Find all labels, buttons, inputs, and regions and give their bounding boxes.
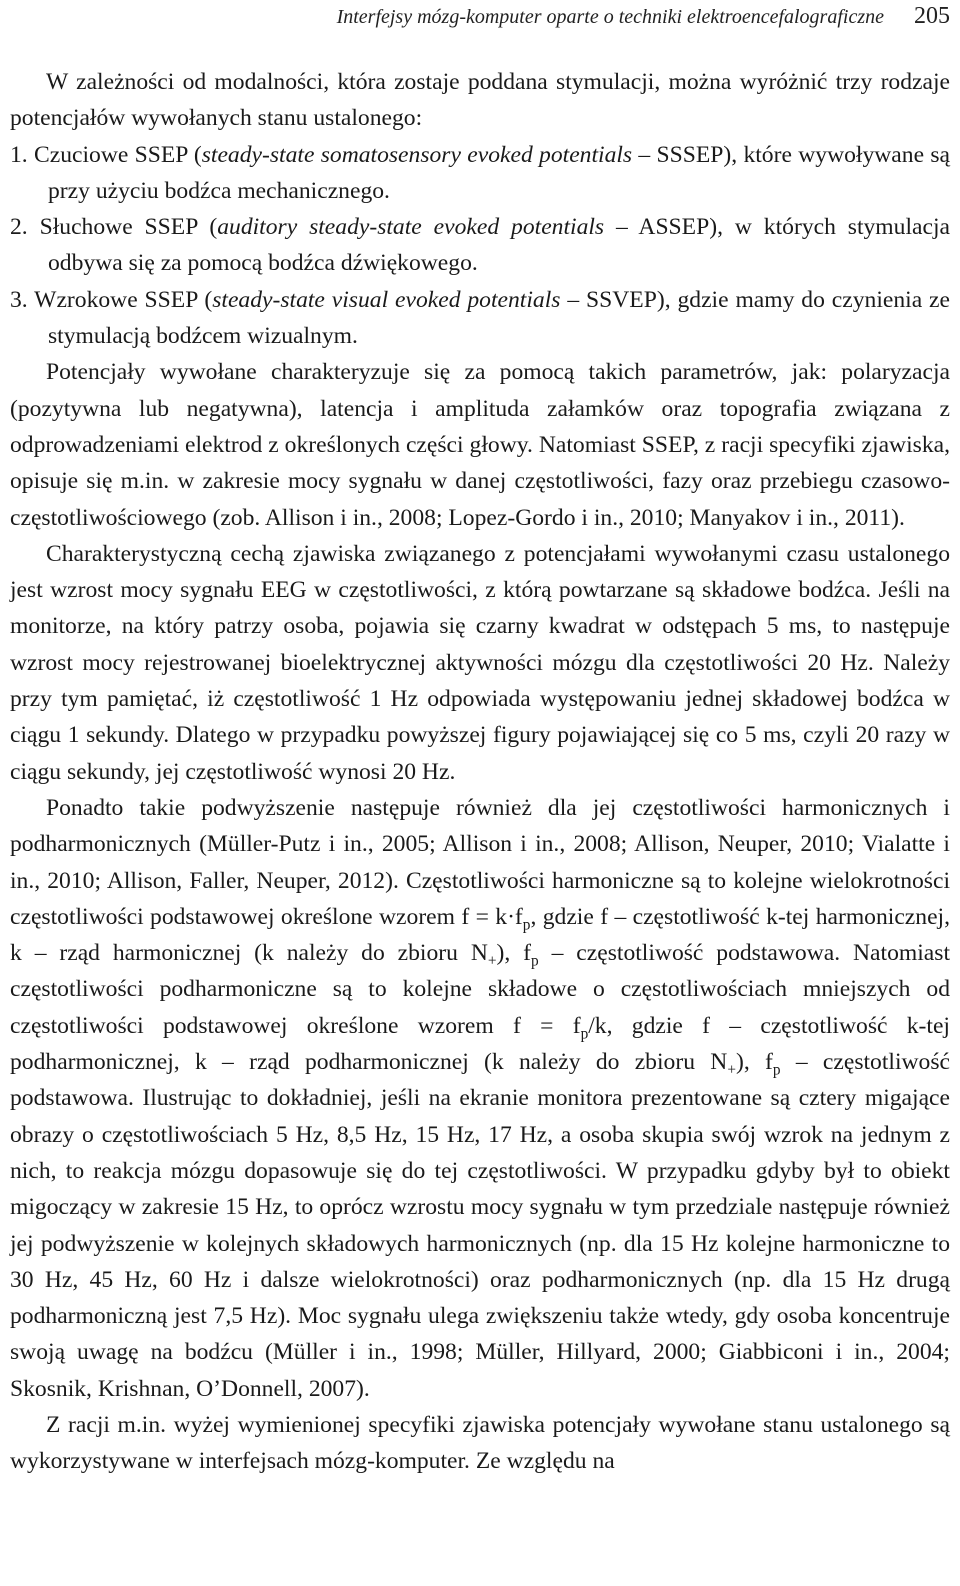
list-item-number: 2. [10,214,28,241]
list-item [10,137,950,210]
running-header-title: Interfejsy mózg-komputer oparte o techniki elektroencefalograficzne [336,6,884,28]
harmonics-text: , gdzie f – częstotliwość k-tej harmonicznej, k – rząd harmonicznej (k należy do zbioru N [10,903,950,967]
harmonics-text: Ponadto takie podwyższenie następuje również dla jej częstotliwości harmonicznych i podharmonicznych (Müller-Putz i in., 2005; Allison i in., 2008; Allison, Neuper, 2010; Vialatte i in., 2010; Allison, Faller, Neuper, 2012). Częstotliwości harmoniczne są to kolejne wielokrotności częstotliwości podstawowej określone wzorem f = k·f [10,794,950,930]
subscript-plus: + [727,1061,736,1079]
list-item-text-post: – SSSEP), które wywoływane są przy użyciu bodźca mechanicznego. [48,141,950,204]
paragraph-harmonics [10,790,950,1407]
list-item [10,282,950,355]
list-item [10,209,950,282]
body-text [10,64,950,1480]
harmonics-text: – częstotliwość podstawowa. Ilustrując to dokładniej, jeśli na ekranie monitora prezentowane są cztery migające obrazy o częstotliwościach 5 Hz, 8,5 Hz, 15 Hz, 17 Hz, a osoba skupia swój wzrok na jednym z nich, to reakcja mózgu dopasowuje się do tej częstotliwości. W przypadku gdyby był to obiekt migoczący w zakresie 15 Hz, to oprócz wzrostu mocy sygnału w tym przedziale następuje również jej podwyższenie w kolejnych składowych harmonicznych (np. dla 15 Hz kolejne harmoniczne to 30 Hz, 45 Hz, 60 Hz i dalsze wielokrotności) oraz podharmonicznych (np. dla 15 Hz drugą podharmoniczną jest 7,5 Hz). Moc sygnału ulega zwiększeniu także wtedy, gdy osoba koncentruje swoją uwagę na bodźcu (Müller i in., 1998; Müller, Hillyard, 2000; Giabbiconi i in., 2004; Skosnik, Krishnan, O’Donnell, 2007). [10,1049,951,1402]
list-item-text-post: – ASSEP), w których stymulacja odbywa się za pomocą bodźca dźwiękowego. [48,214,950,277]
list-item-term: steady-state somatosensory evoked potentials [201,141,633,168]
subscript-p: p [531,952,539,970]
page-number: 205 [914,3,950,29]
harmonics-text: ), f [496,940,532,967]
paragraph-characteristic: Charakterystyczną cechą zjawiska związanego z potencjałami wywołanymi czasu ustalonego jest wzrost mocy sygnału EEG w częstotliwości, z którą powtarzane są składowe bodźca. Jeśli na monitorze, na który patrzy osoba, pojawia się czarny kwadrat w odstępach 5 ms, to następuje wzrost mocy rejestrowanej bioelektrycznej aktywności mózgu dla częstotliwości 20 Hz. Należy przy tym pamiętać, iż częstotliwość 1 Hz odpowiada występowaniu jednej składowej bodźca w ciągu 1 sekundy. Dlatego w przypadku powyższej figury pojawiającej się co 5 ms, czyli 20 razy w ciągu sekundy, jej częstotliwość wynosi 20 Hz. [10,540,950,785]
harmonics-text: – częstotliwość podstawowa. Natomiast częstotliwości podharmoniczne są to kolejne składowe o częstotliwościach mniejszych od częstotliwości podstawowej określone wzorem f = f [10,940,950,1039]
intro-paragraph: W zależności od modalności, która zostaje poddana stymulacji, można wyróżnić trzy rodzaje potencjałów wywołanych stanu ustalonego: [10,69,950,132]
list-item-text-pre: Słuchowe SSEP ( [39,214,218,241]
list-item-text-pre: Czuciowe SSEP ( [34,141,202,168]
list-item-number: 1. [10,141,28,168]
subscript-plus: + [487,952,497,970]
subscript-p: p [522,916,531,934]
list-item-number: 3. [10,286,28,313]
list-item-text-post: – SSVEP), gdzie mamy do czynienia ze stymulacją bodźcem wizualnym. [48,286,950,350]
list-item-term: auditory steady-state evoked potentials [217,214,605,241]
running-header [10,0,950,34]
subscript-p: p [580,1025,589,1043]
list-item-term: steady-state visual evoked potentials [212,286,561,313]
subscript-p: p [772,1061,781,1079]
paragraph-parameters: Potencjały wywołane charakteryzuje się za pomocą takich parametrów, jak: polaryzacja (pozytywna lub negatywna), latencja i amplituda załamków oraz topografia związana z odprowadzeniami elektrod z określonych części głowy. Natomiast SSEP, z racji specyfiki zjawiska, opisuje się m.in. w zakresie mocy sygnału w danej częstotliwości, fazy oraz przebiegu czasowo-częstotliwościowego (zob. Allison i in., 2008; Lopez-Gordo i in., 2010; Manyakov i in., 2011). [10,359,950,531]
harmonics-text: /k, gdzie f – częstotliwość k-tej podharmonicznej, k – rząd podharmonicznej (k należy do zbioru N [10,1012,950,1076]
harmonics-text: ), f [735,1049,773,1076]
paragraph-bci-usage: Z racji m.in. wyżej wymienionej specyfiki zjawiska potencjały wywołane stanu ustalonego są wykorzystywane w interfejsach mózg-komputer. Ze względu na [10,1411,950,1475]
list-item-text-pre: Wzrokowe SSEP ( [34,286,213,313]
